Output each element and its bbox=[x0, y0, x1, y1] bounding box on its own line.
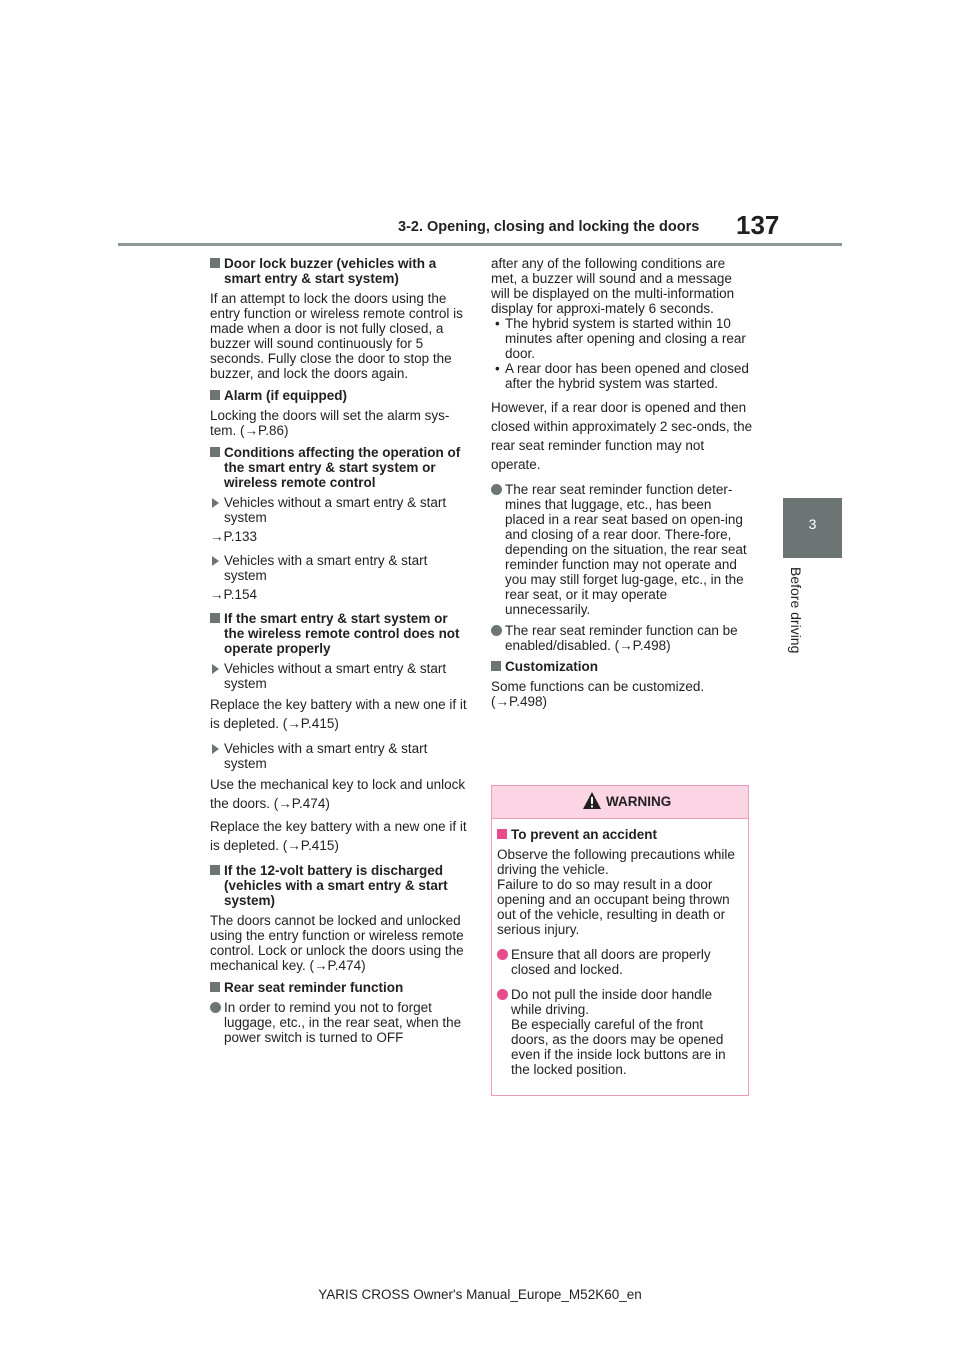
paragraph: The doors cannot be locked and unlocked using the entry function or wireless remote control. Lock or unlock the doors using the mechanical key. (→P.474) bbox=[210, 913, 464, 973]
paragraph: However, if a rear door is opened and then closed within approximately 2 sec-onds, the rear seat reminder function may not operate. bbox=[491, 400, 753, 472]
square-bullet-icon bbox=[497, 829, 507, 839]
bullet-icon: • bbox=[495, 316, 500, 331]
paragraph: Observe the following precautions while driving the vehicle. Failure to do so may result in a door opening and an occupant being thrown out of the vehicle, resulting in death or serious injury. bbox=[497, 847, 735, 937]
section-heading: If the 12-volt battery is discharged (vehicles with a smart entry & start system) bbox=[210, 863, 470, 908]
triangle-bullet-icon bbox=[212, 556, 219, 566]
square-bullet-icon bbox=[210, 613, 220, 623]
section-heading: To prevent an accident bbox=[497, 827, 742, 842]
list-item: Vehicles with a smart entry & start system bbox=[210, 553, 470, 583]
triangle-bullet-icon bbox=[212, 498, 219, 508]
triangle-bullet-icon bbox=[212, 744, 219, 754]
paragraph: Replace the key battery with a new one if it is depleted. (→P.415) bbox=[210, 819, 467, 853]
chapter-tab: 3 bbox=[783, 498, 842, 558]
list-item: The rear seat reminder function can be enabled/disabled. (→P.498) bbox=[491, 623, 753, 653]
list-item: Vehicles with a smart entry & start system bbox=[210, 741, 470, 771]
warning-title: WARNING bbox=[606, 794, 672, 809]
page-reference: →P.133 bbox=[210, 529, 258, 544]
square-bullet-icon bbox=[210, 390, 220, 400]
square-bullet-icon bbox=[210, 258, 220, 268]
warning-header bbox=[492, 786, 748, 819]
square-bullet-icon bbox=[210, 982, 220, 992]
left-column bbox=[210, 256, 470, 1051]
section-heading: Rear seat reminder function bbox=[210, 980, 470, 995]
section-heading: If the smart entry & start system or the wireless remote control does not operate properly bbox=[210, 611, 470, 656]
right-column bbox=[491, 256, 753, 716]
section-heading: Alarm (if equipped) bbox=[210, 388, 470, 403]
square-bullet-icon bbox=[210, 447, 220, 457]
chapter-label: Before driving bbox=[788, 567, 804, 654]
circle-bullet-icon bbox=[497, 949, 508, 960]
list-item: The rear seat reminder function deter-mines that luggage, etc., has been placed in a rear seat based on open-ing and closing of a rear door. There-fore, depending on the situation, the rear seat reminder function may not operate and you may still forget lug-gage, etc., in the rear seat, or it may operate unnecessarily. bbox=[491, 482, 753, 617]
paragraph: Use the mechanical key to lock and unlock the doors. (→P.474) bbox=[210, 777, 466, 811]
circle-bullet-icon bbox=[497, 989, 508, 1000]
circle-bullet-icon bbox=[491, 625, 502, 636]
section-heading: Customization bbox=[491, 659, 753, 674]
list-item: • A rear door has been opened and closed after the hybrid system was started. bbox=[495, 361, 749, 391]
section-title: 3-2. Opening, closing and locking the doors bbox=[398, 219, 700, 235]
footer-text: YARIS CROSS Owner's Manual_Europe_M52K60_en bbox=[318, 1287, 642, 1302]
circle-bullet-icon bbox=[491, 484, 502, 495]
paragraph: Some functions can be customized. (→P.498) bbox=[491, 679, 705, 709]
warning-triangle-icon bbox=[582, 791, 602, 811]
section-heading: Conditions affecting the operation of the smart entry & start system or wireless remote control bbox=[210, 445, 470, 490]
list-item: In order to remind you not to forget luggage, etc., in the rear seat, when the power switch is turned to OFF bbox=[210, 1000, 470, 1045]
page-number: 137 bbox=[736, 210, 780, 240]
paragraph: Replace the key battery with a new one if it is depleted. (→P.415) bbox=[210, 697, 467, 731]
list-item: • The hybrid system is started within 10 minutes after opening and closing a rear door. bbox=[495, 316, 746, 361]
paragraph: after any of the following conditions are met, a buzzer will sound and a message will be displayed on the multi-information display for approxi-mately 6 seconds. bbox=[491, 256, 735, 316]
page-reference: →P.154 bbox=[210, 587, 258, 602]
warning-box bbox=[491, 785, 749, 1096]
square-bullet-icon bbox=[491, 661, 501, 671]
warning-body bbox=[492, 819, 748, 1077]
paragraph: If an attempt to lock the doors using the entry function or wireless remote control is made when a door is not fully closed, a buzzer will sound continuously for 5 seconds. Fully close the door to stop the buzzer, and lock the doors again. bbox=[210, 291, 463, 381]
list-item: Vehicles without a smart entry & start system bbox=[210, 495, 470, 525]
list-item: Do not pull the inside door handle while driving. Be especially careful of the front doors, as the doors may be opened even if the inside lock buttons are in the locked position. bbox=[497, 987, 742, 1077]
circle-bullet-icon bbox=[210, 1002, 221, 1013]
paragraph: Locking the doors will set the alarm sys-tem. (→P.86) bbox=[210, 408, 450, 438]
section-heading: Door lock buzzer (vehicles with a smart entry & start system) bbox=[210, 256, 470, 286]
bullet-icon: • bbox=[495, 361, 500, 376]
list-item: Vehicles without a smart entry & start system bbox=[210, 661, 470, 691]
square-bullet-icon bbox=[210, 865, 220, 875]
triangle-bullet-icon bbox=[212, 664, 219, 674]
header-rule bbox=[118, 243, 842, 246]
list-item: Ensure that all doors are properly closed and locked. bbox=[497, 947, 742, 977]
